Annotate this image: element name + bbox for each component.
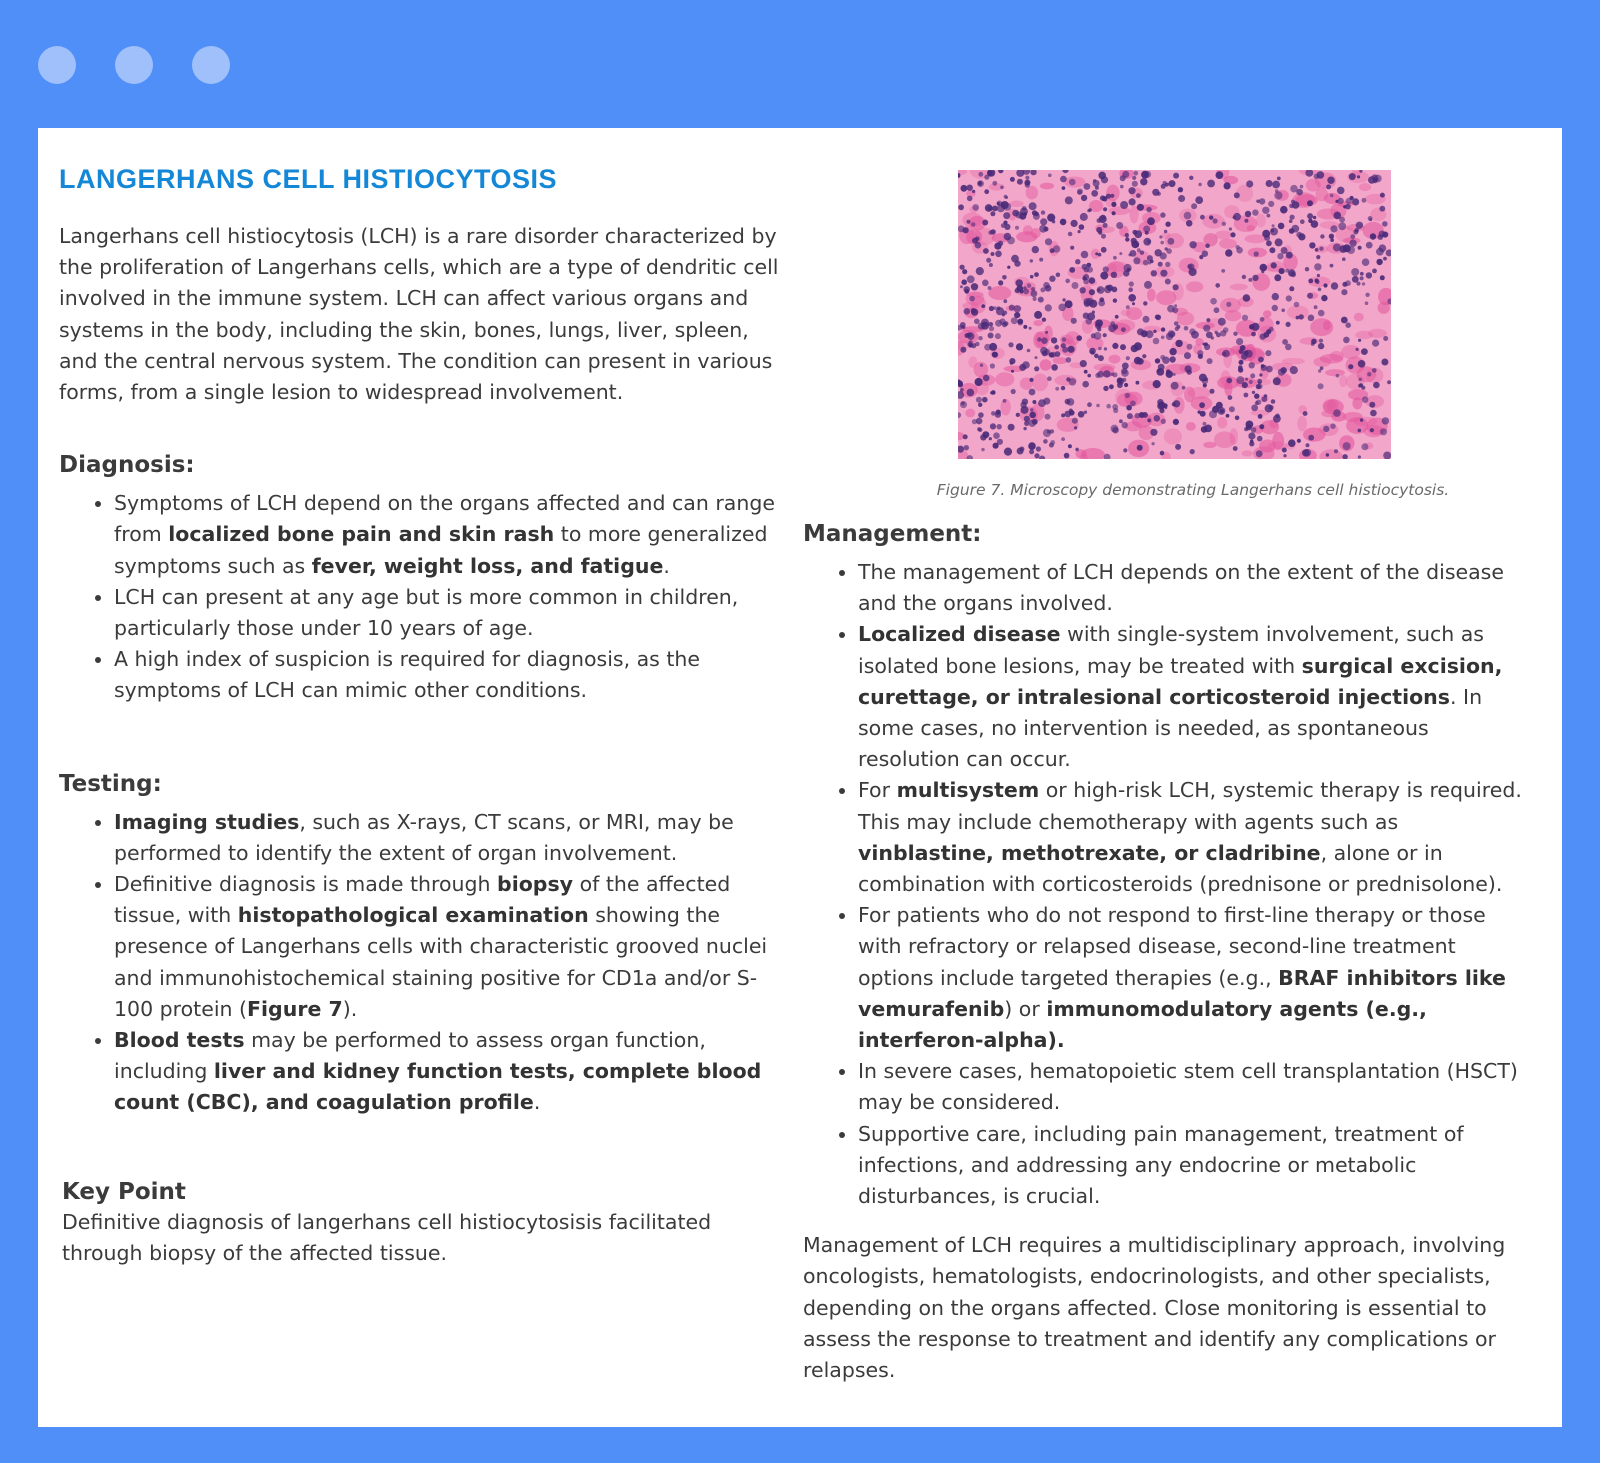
list-item: • A high index of suspicion is required for diagnosis, as the symptoms of LCH can mimic other conditions.: [114, 644, 779, 706]
list-item: • Symptoms of LCH depend on the organs affected and can range from localized bone pain and skin rash to more generalized symptoms such as fever, weight loss, and fatigue.: [114, 488, 779, 582]
list-item: • Supportive care, including pain management, treatment of infections, and addressing any endocrine or metabolic disturbances, is crucial.: [858, 1119, 1523, 1213]
window-dot-3[interactable]: [192, 46, 230, 84]
list-item: • LCH can present at any age but is more common in children, particularly those under 10 years of age.: [114, 582, 779, 644]
bold-text: liver and kidney function tests, complete blood count (CBC), and coagulation profile: [114, 1059, 762, 1115]
intro-paragraph: Langerhans cell histiocytosis (LCH) is a rare disorder characterized by the proliferation of Langerhans cells, which are a type of dendritic cell involved in the immune system. LCH can affect various organs and systems in the body, including the skin, bones, lungs, liver, spleen, and the central nervous system. The condition can present in various forms, from a single lesion to widespread involvement.: [59, 224, 779, 405]
window-controls: [38, 46, 230, 84]
window-dot-1[interactable]: [38, 46, 76, 84]
management-closing: Management of LCH requires a multidisciplinary approach, involving oncologists, hematologists, endocrinologists, and other specialists, depending on the organs affected. Close monitoring is essential to assess the response to treatment and identify any complications or relapses.: [803, 1233, 1506, 1383]
key-point-box: [62, 1179, 779, 1269]
diagnosis-heading: Diagnosis:: [59, 452, 195, 479]
list-item: • In severe cases, hematopoietic stem cell transplantation (HSCT) may be considered.: [858, 1056, 1523, 1118]
management-heading: Management:: [803, 521, 982, 547]
bold-text: Imaging studies: [114, 809, 300, 834]
list-item: • Localized disease with single-system involvement, such as isolated bone lesions, may be treated with surgical excision, curettage, or intralesional corticosteroid injections. In some cases, no intervention is needed, as spontaneous resolution can occur.: [858, 619, 1523, 775]
figure-caption: Figure 7. Microscopy demonstrating Langerhans cell histiocytosis.: [936, 481, 1450, 499]
management-list: [803, 557, 1523, 1212]
list-item: • For patients who do not respond to first-line therapy or those with refractory or relapsed disease, second-line treatment options include targeted therapies (e.g., BRAF inhibitors like vemurafenib) or immunomodulatory agents (e.g., interferon-alpha).: [858, 900, 1523, 1056]
right-column: [803, 170, 1523, 1386]
bold-text: Figure 7: [247, 996, 343, 1021]
bold-text: Localized disease: [858, 622, 1061, 647]
testing-list: [59, 807, 779, 1119]
bold-text: biopsy: [497, 872, 574, 897]
testing-heading: Testing:: [59, 770, 162, 797]
list-item: • For multisystem or high-risk LCH, systemic therapy is required. This may include chemotherapy with agents such as vinblastine, methotrexate, or cladribine, alone or in combination with corticosteroids (prednisone or prednisolone).: [858, 775, 1523, 900]
content-panel: [38, 128, 1562, 1427]
bold-text: fever, weight loss, and fatigue: [311, 553, 664, 578]
key-point-text: Definitive diagnosis of langerhans cell histiocytosisis facilitated through biopsy of the affected tissue.: [62, 1209, 712, 1265]
page-title: LANGERHANS CELL HISTIOCYTOSIS: [59, 164, 558, 194]
bold-text: BRAF inhibitors like vemurafenib: [858, 965, 1506, 1021]
bold-text: vinblastine, methotrexate, or cladribine: [858, 840, 1321, 865]
bold-text: multisystem: [896, 778, 1040, 803]
bold-text: localized bone pain and skin rash: [168, 522, 555, 547]
bold-text: surgical excision, curettage, or intralesional corticosteroid injections: [858, 653, 1503, 709]
key-point-heading: Key Point: [62, 1178, 186, 1205]
left-column: [59, 158, 779, 1269]
microscopy-illustration: [958, 170, 1391, 459]
list-item: • The management of LCH depends on the extent of the disease and the organs involved.: [858, 557, 1523, 619]
bold-text: immunomodulatory agents (e.g., interferon-alpha).: [858, 996, 1427, 1053]
list-item: • Blood tests may be performed to assess organ function, including liver and kidney function tests, complete blood count (CBC), and coagulation profile.: [114, 1025, 779, 1119]
microscopy-image: [958, 170, 1391, 459]
window-dot-2[interactable]: [115, 46, 153, 84]
list-item: • Imaging studies, such as X-rays, CT scans, or MRI, may be performed to identify the extent of organ involvement.: [114, 807, 779, 869]
diagnosis-list: [59, 488, 779, 706]
bold-text: Blood tests: [114, 1028, 245, 1053]
list-item: • Definitive diagnosis is made through biopsy of the affected tissue, with histopathological examination showing the presence of Langerhans cells with characteristic grooved nuclei and immunohistochemical staining positive for CD1a and/or S-100 protein (Figure 7).: [114, 869, 779, 1025]
bold-text: histopathological examination: [237, 903, 589, 928]
